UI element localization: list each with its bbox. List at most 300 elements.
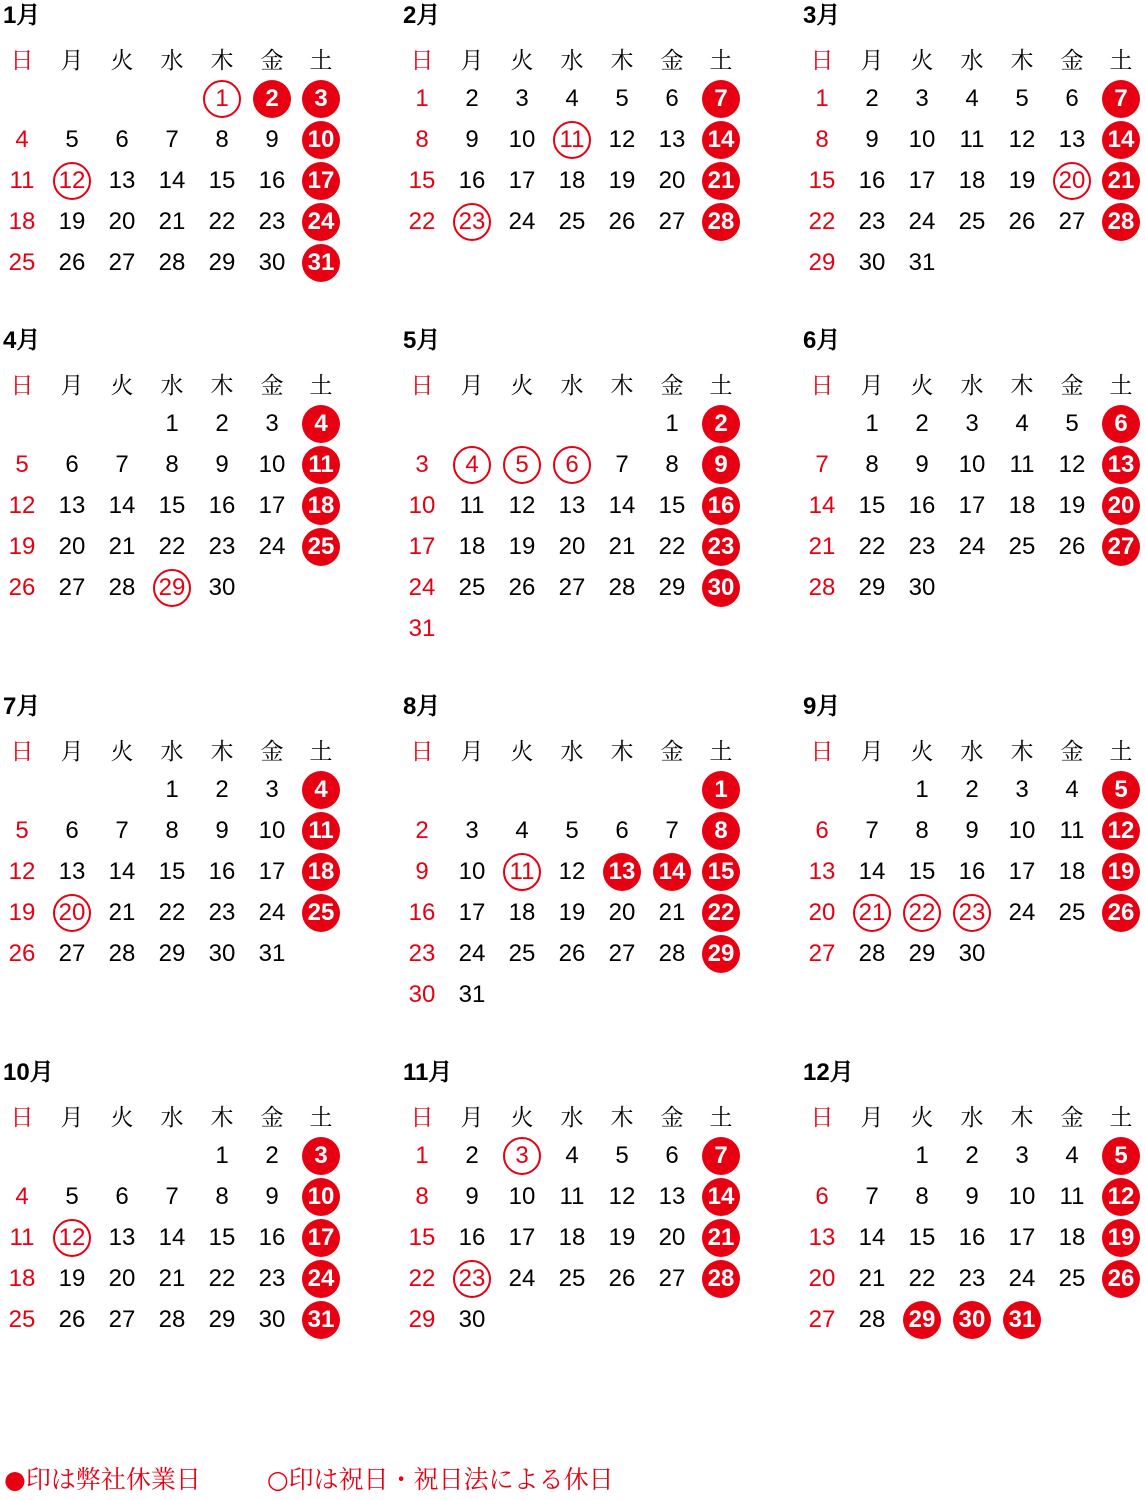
day-cell: 1 bbox=[915, 776, 929, 803]
company-holiday-day: 14 bbox=[702, 1178, 740, 1216]
week-row bbox=[0, 161, 350, 201]
day-cell: 2 bbox=[215, 410, 229, 437]
day-cell: 4 bbox=[1065, 1142, 1079, 1169]
week-row bbox=[0, 79, 350, 119]
company-holiday-day: 13 bbox=[603, 853, 641, 891]
month-4 bbox=[0, 325, 360, 655]
day-cell: 4 bbox=[515, 817, 529, 844]
company-holiday-day: 31 bbox=[302, 244, 340, 282]
day-cell: 27 bbox=[58, 940, 86, 967]
company-holiday-day: 28 bbox=[1102, 203, 1140, 241]
day-cell: 23 bbox=[208, 899, 236, 926]
day-cell: 5 bbox=[565, 817, 579, 844]
month-title: 4月 bbox=[3, 327, 41, 354]
day-cell: 6 bbox=[615, 817, 629, 844]
sunday-day: 31 bbox=[408, 615, 436, 642]
weekday-label: 木 bbox=[610, 738, 634, 764]
day-cell: 31 bbox=[458, 981, 486, 1008]
day-cell: 11 bbox=[459, 492, 485, 519]
day-cell: 27 bbox=[608, 940, 636, 967]
day-cell: 26 bbox=[608, 1265, 636, 1292]
day-cell: 25 bbox=[1058, 1265, 1086, 1292]
day-cell: 29 bbox=[658, 574, 686, 601]
day-cell: 1 bbox=[865, 410, 879, 437]
day-cell: 8 bbox=[865, 451, 879, 478]
week-row bbox=[400, 893, 750, 933]
sunday-day: 19 bbox=[8, 533, 36, 560]
day-cell: 6 bbox=[665, 85, 679, 112]
day-cell: 26 bbox=[558, 940, 586, 967]
weekday-label: 月 bbox=[60, 47, 84, 73]
sunday-day: 22 bbox=[408, 1265, 436, 1292]
company-holiday-day: 21 bbox=[702, 162, 740, 200]
weekday-label: 火 bbox=[510, 47, 534, 73]
sunday-day: 24 bbox=[408, 574, 436, 601]
day-cell: 26 bbox=[58, 249, 86, 276]
sunday-day: 8 bbox=[415, 1183, 429, 1210]
weekday-label: 木 bbox=[1010, 372, 1034, 398]
day-cell: 19 bbox=[1058, 492, 1086, 519]
week-row bbox=[800, 568, 1145, 608]
day-cell: 8 bbox=[215, 1183, 229, 1210]
day-cell: 5 bbox=[65, 126, 79, 153]
weekday-label: 木 bbox=[610, 372, 634, 398]
sunday-day: 27 bbox=[808, 1306, 836, 1333]
day-cell: 9 bbox=[865, 126, 879, 153]
public-holiday-day: 12 bbox=[53, 162, 91, 200]
weekday-label: 金 bbox=[660, 372, 684, 398]
week-row bbox=[400, 1177, 750, 1217]
weekday-label: 木 bbox=[210, 1104, 234, 1130]
day-cell: 2 bbox=[865, 85, 879, 112]
weekday-label: 木 bbox=[1010, 738, 1034, 764]
weekday-header bbox=[0, 731, 350, 771]
company-holiday-day: 2 bbox=[702, 405, 740, 443]
company-holiday-day: 24 bbox=[302, 203, 340, 241]
day-cell: 10 bbox=[1008, 1183, 1036, 1210]
weekday-label: 日 bbox=[410, 1104, 434, 1130]
day-cell: 5 bbox=[1065, 410, 1079, 437]
month-1 bbox=[0, 0, 360, 330]
week-row bbox=[0, 202, 350, 242]
sunday-day: 11 bbox=[9, 1224, 35, 1251]
week-row bbox=[800, 404, 1145, 444]
day-cell: 15 bbox=[158, 858, 186, 885]
day-cell: 10 bbox=[258, 451, 286, 478]
weekday-label: 金 bbox=[1060, 1104, 1084, 1130]
day-cell: 2 bbox=[465, 85, 479, 112]
week-row bbox=[400, 811, 750, 851]
day-cell: 20 bbox=[558, 533, 586, 560]
day-cell: 15 bbox=[658, 492, 686, 519]
day-cell: 21 bbox=[658, 899, 686, 926]
day-cell: 12 bbox=[608, 126, 636, 153]
day-cell: 27 bbox=[108, 1306, 136, 1333]
company-holiday-day: 29 bbox=[702, 935, 740, 973]
sunday-day: 10 bbox=[408, 492, 436, 519]
company-holiday-day: 13 bbox=[1102, 446, 1140, 484]
day-cell: 16 bbox=[258, 167, 286, 194]
company-holiday-day: 1 bbox=[702, 771, 740, 809]
sunday-day: 20 bbox=[808, 1265, 836, 1292]
day-cell: 9 bbox=[965, 1183, 979, 1210]
day-cell: 12 bbox=[1058, 451, 1086, 478]
day-cell: 22 bbox=[158, 533, 186, 560]
week-row bbox=[400, 1259, 750, 1299]
day-cell: 7 bbox=[865, 1183, 879, 1210]
day-cell: 3 bbox=[265, 776, 279, 803]
sunday-day: 11 bbox=[9, 167, 35, 194]
sunday-day: 29 bbox=[808, 249, 836, 276]
day-cell: 5 bbox=[615, 85, 629, 112]
sunday-day: 25 bbox=[8, 1306, 36, 1333]
weekday-label: 土 bbox=[1109, 372, 1133, 398]
week-row bbox=[800, 527, 1145, 567]
week-row bbox=[400, 445, 750, 485]
week-row bbox=[400, 852, 750, 892]
weekday-label: 木 bbox=[1010, 47, 1034, 73]
day-cell: 15 bbox=[908, 858, 936, 885]
weekday-label: 水 bbox=[960, 1104, 984, 1130]
day-cell: 2 bbox=[965, 1142, 979, 1169]
weekday-label: 月 bbox=[460, 47, 484, 73]
day-cell: 24 bbox=[508, 208, 536, 235]
company-holiday-day: 31 bbox=[302, 1301, 340, 1339]
week-row bbox=[400, 568, 750, 608]
day-cell: 21 bbox=[108, 533, 136, 560]
sunday-day: 15 bbox=[408, 167, 436, 194]
company-holiday-day: 22 bbox=[702, 894, 740, 932]
weekday-label: 金 bbox=[260, 1104, 284, 1130]
company-holiday-day: 20 bbox=[1102, 487, 1140, 525]
week-row bbox=[0, 934, 350, 974]
company-holiday-day: 4 bbox=[302, 771, 340, 809]
company-holiday-day: 12 bbox=[1102, 1178, 1140, 1216]
day-cell: 26 bbox=[58, 1306, 86, 1333]
sunday-day: 26 bbox=[8, 940, 36, 967]
sunday-day: 12 bbox=[8, 858, 36, 885]
day-cell: 24 bbox=[1008, 1265, 1036, 1292]
day-cell: 17 bbox=[1008, 858, 1036, 885]
sunday-day: 5 bbox=[15, 817, 29, 844]
sunday-day: 1 bbox=[415, 1142, 429, 1169]
day-cell: 2 bbox=[215, 776, 229, 803]
week-row bbox=[800, 893, 1145, 933]
day-cell: 28 bbox=[108, 574, 136, 601]
weekday-label: 火 bbox=[110, 1104, 134, 1130]
month-title: 11月 bbox=[403, 1059, 453, 1086]
public-holiday-day: 20 bbox=[53, 894, 91, 932]
day-cell: 14 bbox=[158, 167, 186, 194]
sunday-day: 12 bbox=[8, 492, 36, 519]
day-cell: 13 bbox=[58, 492, 86, 519]
company-holiday-day: 19 bbox=[1102, 853, 1140, 891]
sunday-day: 17 bbox=[408, 533, 436, 560]
day-cell: 24 bbox=[958, 533, 986, 560]
weekday-label: 火 bbox=[910, 1104, 934, 1130]
day-cell: 10 bbox=[1008, 817, 1036, 844]
day-cell: 3 bbox=[1015, 776, 1029, 803]
week-row bbox=[400, 934, 750, 974]
week-row bbox=[800, 243, 1145, 283]
day-cell: 20 bbox=[108, 208, 136, 235]
weekday-label: 日 bbox=[810, 47, 834, 73]
company-holiday-day: 8 bbox=[702, 812, 740, 850]
day-cell: 7 bbox=[865, 817, 879, 844]
day-cell: 25 bbox=[558, 208, 586, 235]
month-title: 10月 bbox=[3, 1059, 54, 1086]
week-row bbox=[400, 770, 750, 810]
day-cell: 2 bbox=[915, 410, 929, 437]
weekday-label: 日 bbox=[10, 738, 34, 764]
company-holiday-day: 11 bbox=[302, 812, 340, 850]
day-cell: 13 bbox=[658, 126, 686, 153]
day-cell: 17 bbox=[908, 167, 936, 194]
week-row bbox=[400, 161, 750, 201]
day-cell: 8 bbox=[165, 817, 179, 844]
week-row bbox=[0, 770, 350, 810]
day-cell: 11 bbox=[559, 1183, 585, 1210]
month-title: 1月 bbox=[3, 2, 41, 29]
weekday-label: 木 bbox=[210, 47, 234, 73]
day-cell: 10 bbox=[508, 126, 536, 153]
day-cell: 25 bbox=[1008, 533, 1036, 560]
day-cell: 30 bbox=[858, 249, 886, 276]
month-3 bbox=[800, 0, 1145, 330]
month-10 bbox=[0, 1057, 360, 1387]
day-cell: 28 bbox=[108, 940, 136, 967]
day-cell: 25 bbox=[958, 208, 986, 235]
company-holiday-day: 30 bbox=[953, 1301, 991, 1339]
day-cell: 18 bbox=[1058, 1224, 1086, 1251]
day-cell: 23 bbox=[258, 208, 286, 235]
public-holiday-day: 29 bbox=[153, 569, 191, 607]
month-title: 6月 bbox=[803, 327, 841, 354]
month-11 bbox=[400, 1057, 760, 1387]
weekday-label: 水 bbox=[160, 47, 184, 73]
sunday-day: 22 bbox=[808, 208, 836, 235]
company-holiday-day: 19 bbox=[1102, 1219, 1140, 1257]
day-cell: 21 bbox=[158, 1265, 186, 1292]
day-cell: 17 bbox=[458, 899, 486, 926]
day-cell: 14 bbox=[108, 492, 136, 519]
weekday-label: 水 bbox=[160, 1104, 184, 1130]
weekday-label: 木 bbox=[1010, 1104, 1034, 1130]
weekday-label: 火 bbox=[510, 372, 534, 398]
week-row bbox=[0, 527, 350, 567]
weekday-label: 金 bbox=[1060, 372, 1084, 398]
weekday-label: 日 bbox=[810, 372, 834, 398]
day-cell: 4 bbox=[565, 1142, 579, 1169]
weekday-label: 火 bbox=[910, 47, 934, 73]
sunday-day: 29 bbox=[408, 1306, 436, 1333]
public-holiday-day: 3 bbox=[503, 1137, 541, 1175]
weekday-label: 月 bbox=[860, 372, 884, 398]
week-row bbox=[0, 1300, 350, 1340]
week-row bbox=[0, 243, 350, 283]
company-holiday-day: 18 bbox=[302, 853, 340, 891]
sunday-day: 18 bbox=[8, 208, 36, 235]
day-cell: 8 bbox=[215, 126, 229, 153]
weekday-label: 月 bbox=[860, 1104, 884, 1130]
week-row bbox=[800, 934, 1145, 974]
day-cell: 20 bbox=[658, 167, 686, 194]
day-cell: 3 bbox=[965, 410, 979, 437]
month-6 bbox=[800, 325, 1145, 655]
day-cell: 1 bbox=[665, 410, 679, 437]
public-holiday-day: 5 bbox=[503, 446, 541, 484]
week-row bbox=[0, 1177, 350, 1217]
day-cell: 24 bbox=[1008, 899, 1036, 926]
day-cell: 23 bbox=[208, 533, 236, 560]
day-cell: 22 bbox=[658, 533, 686, 560]
company-holiday-day: 10 bbox=[302, 121, 340, 159]
day-cell: 28 bbox=[858, 1306, 886, 1333]
day-cell: 20 bbox=[108, 1265, 136, 1292]
week-row bbox=[800, 202, 1145, 242]
week-row bbox=[400, 975, 750, 1015]
day-cell: 4 bbox=[565, 85, 579, 112]
weekday-label: 水 bbox=[960, 738, 984, 764]
day-cell: 17 bbox=[508, 1224, 536, 1251]
day-cell: 17 bbox=[958, 492, 986, 519]
day-cell: 1 bbox=[915, 1142, 929, 1169]
day-cell: 11 bbox=[1009, 451, 1035, 478]
day-cell: 28 bbox=[858, 940, 886, 967]
company-holiday-day: 23 bbox=[702, 528, 740, 566]
sunday-day: 3 bbox=[415, 451, 429, 478]
day-cell: 28 bbox=[608, 574, 636, 601]
day-cell: 18 bbox=[1058, 858, 1086, 885]
day-cell: 12 bbox=[558, 858, 586, 885]
company-holiday-day: 27 bbox=[1102, 528, 1140, 566]
company-holiday-day: 25 bbox=[302, 528, 340, 566]
week-row bbox=[800, 811, 1145, 851]
week-row bbox=[400, 486, 750, 526]
company-holiday-day: 26 bbox=[1102, 894, 1140, 932]
sunday-day: 20 bbox=[808, 899, 836, 926]
sunday-day: 8 bbox=[415, 126, 429, 153]
week-row bbox=[0, 1136, 350, 1176]
week-row bbox=[800, 1177, 1145, 1217]
sunday-day: 15 bbox=[808, 167, 836, 194]
day-cell: 21 bbox=[608, 533, 636, 560]
day-cell: 22 bbox=[208, 208, 236, 235]
day-cell: 25 bbox=[458, 574, 486, 601]
company-holiday-day: 29 bbox=[903, 1301, 941, 1339]
company-holiday-day: 7 bbox=[702, 1137, 740, 1175]
day-cell: 10 bbox=[908, 126, 936, 153]
week-row bbox=[400, 404, 750, 444]
day-cell: 21 bbox=[858, 1265, 886, 1292]
week-row bbox=[800, 1218, 1145, 1258]
company-holiday-day: 26 bbox=[1102, 1260, 1140, 1298]
day-cell: 18 bbox=[508, 899, 536, 926]
day-cell: 25 bbox=[1058, 899, 1086, 926]
month-title: 3月 bbox=[803, 2, 841, 29]
weekday-label: 月 bbox=[60, 1104, 84, 1130]
week-row bbox=[0, 811, 350, 851]
day-cell: 24 bbox=[908, 208, 936, 235]
sunday-day: 30 bbox=[408, 981, 436, 1008]
day-cell: 4 bbox=[1015, 410, 1029, 437]
sunday-day: 23 bbox=[408, 940, 436, 967]
day-cell: 9 bbox=[215, 451, 229, 478]
day-cell: 30 bbox=[958, 940, 986, 967]
day-cell: 3 bbox=[1015, 1142, 1029, 1169]
day-cell: 7 bbox=[165, 126, 179, 153]
day-cell: 7 bbox=[165, 1183, 179, 1210]
week-row bbox=[800, 1259, 1145, 1299]
weekday-label: 火 bbox=[510, 1104, 534, 1130]
sunday-day: 1 bbox=[415, 85, 429, 112]
month-title: 9月 bbox=[803, 693, 841, 720]
week-row bbox=[400, 1218, 750, 1258]
day-cell: 16 bbox=[208, 858, 236, 885]
day-cell: 7 bbox=[665, 817, 679, 844]
day-cell: 3 bbox=[265, 410, 279, 437]
public-holiday-day: 1 bbox=[203, 80, 241, 118]
weekday-label: 金 bbox=[260, 47, 284, 73]
company-holiday-day: 31 bbox=[1003, 1301, 1041, 1339]
weekday-header bbox=[800, 365, 1145, 405]
company-holiday-day: 2 bbox=[253, 80, 291, 118]
day-cell: 18 bbox=[958, 167, 986, 194]
weekday-label: 水 bbox=[960, 47, 984, 73]
weekday-header bbox=[400, 1097, 750, 1137]
company-holiday-day: 17 bbox=[302, 162, 340, 200]
public-holiday-day: 23 bbox=[453, 203, 491, 241]
public-holiday-day: 4 bbox=[453, 446, 491, 484]
week-row bbox=[800, 486, 1145, 526]
company-holiday-day: 28 bbox=[702, 203, 740, 241]
legend-company-closed: ●印は弊社休業日 bbox=[4, 1465, 201, 1494]
sunday-day: 4 bbox=[15, 1183, 29, 1210]
month-title: 5月 bbox=[403, 327, 441, 354]
day-cell: 23 bbox=[908, 533, 936, 560]
sunday-day: 22 bbox=[408, 208, 436, 235]
day-cell: 19 bbox=[1008, 167, 1036, 194]
legend-public-holiday: ○印は祝日・祝日法による休日 bbox=[266, 1465, 614, 1494]
weekday-label: 水 bbox=[960, 372, 984, 398]
day-cell: 13 bbox=[108, 167, 136, 194]
day-cell: 14 bbox=[858, 1224, 886, 1251]
week-row bbox=[800, 852, 1145, 892]
day-cell: 14 bbox=[608, 492, 636, 519]
day-cell: 9 bbox=[265, 1183, 279, 1210]
day-cell: 24 bbox=[258, 533, 286, 560]
weekday-header bbox=[800, 1097, 1145, 1137]
weekday-label: 金 bbox=[660, 738, 684, 764]
day-cell: 18 bbox=[558, 1224, 586, 1251]
weekday-label: 土 bbox=[1109, 738, 1133, 764]
month-2 bbox=[400, 0, 760, 330]
weekday-label: 土 bbox=[309, 47, 333, 73]
week-row bbox=[0, 852, 350, 892]
day-cell: 8 bbox=[665, 451, 679, 478]
week-row bbox=[800, 445, 1145, 485]
day-cell: 9 bbox=[465, 126, 479, 153]
day-cell: 30 bbox=[908, 574, 936, 601]
day-cell: 11 bbox=[959, 126, 985, 153]
sunday-day: 1 bbox=[815, 85, 829, 112]
day-cell: 10 bbox=[958, 451, 986, 478]
weekday-label: 木 bbox=[610, 47, 634, 73]
day-cell: 26 bbox=[508, 574, 536, 601]
week-row bbox=[800, 120, 1145, 160]
day-cell: 19 bbox=[608, 1224, 636, 1251]
day-cell: 16 bbox=[908, 492, 936, 519]
